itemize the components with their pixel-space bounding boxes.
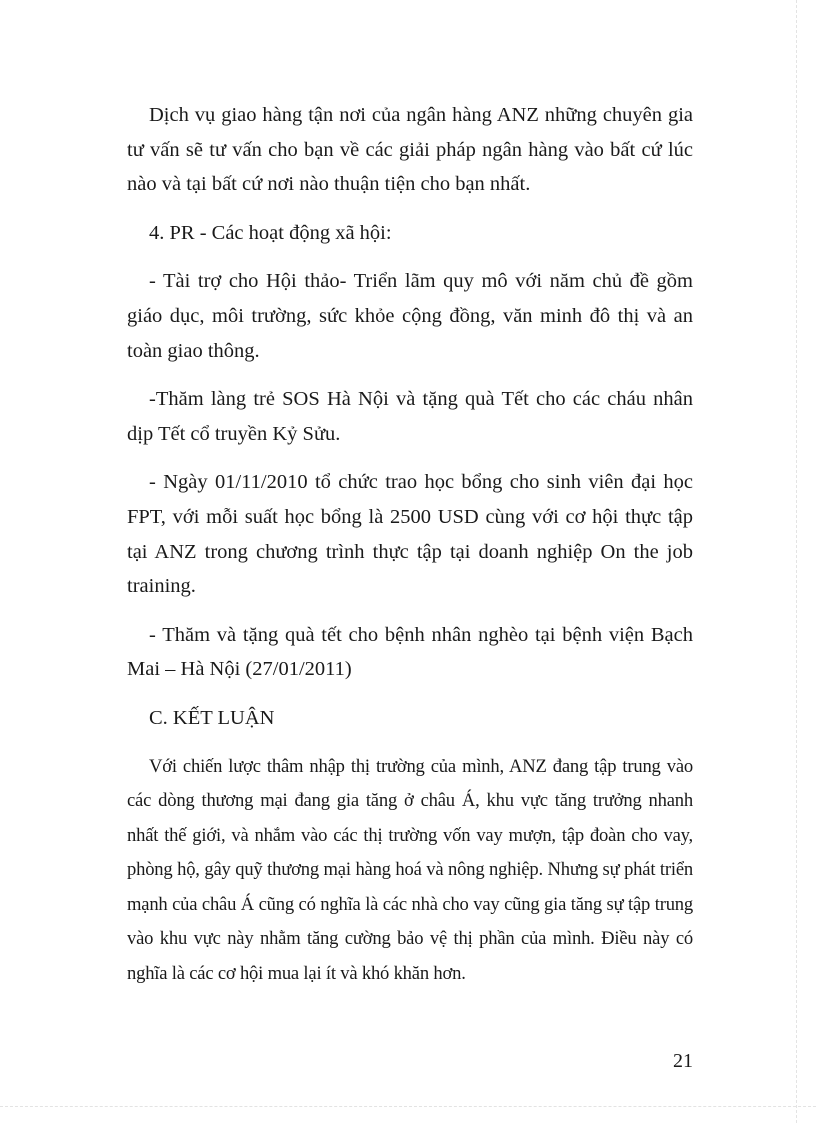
- page-content: [127, 98, 693, 992]
- page-edge-bottom: [0, 1106, 816, 1107]
- paragraph-scholarship: - Ngày 01/11/2010 tổ chức trao học bổng cho sinh viên đại học FPT, với mỗi suất học bổng là 2500 USD cùng với cơ hội thực tập tại ANZ trong chương trình thực tập tại doanh nghiệp On the job training.: [127, 471, 693, 598]
- section-heading-pr: 4. PR - Các hoạt động xã hội:: [149, 221, 392, 244]
- paragraph-delivery-service: Dịch vụ giao hàng tận nơi của ngân hàng ANZ những chuyên gia tư vấn sẽ tư vấn cho bạn về các giải pháp ngân hàng vào bất cứ lúc nào và tại bất cứ nơi nào thuận tiện cho bạn nhất.: [127, 104, 693, 196]
- page-number: 21: [673, 1050, 693, 1072]
- conclusion-body: Với chiến lược thâm nhập thị trường của mình, ANZ đang tập trung vào các dòng thương mại đang gia tăng ở châu Á, khu vực tăng trưởng nhanh nhất thế giới, và nhắm vào các thị trường vốn vay mượn, tập đoàn cho vay, phòng hộ, gây quỹ thương mại hàng hoá và nông nghiệp. Nhưng sự phát triển mạnh của châu Á cũng có nghĩa là các nhà cho vay cũng gia tăng sự tập trung vào khu vực này nhằm tăng cường bảo vệ thị phần của mình. Điều này có nghĩa là các cơ hội mua lại ít và khó khăn hơn.: [127, 755, 693, 985]
- paragraph-sponsorship: - Tài trợ cho Hội thảo- Triển lãm quy mô với năm chủ đề gồm giáo dục, môi trường, sức khỏe cộng đồng, văn minh đô thị và an toàn giao thông.: [127, 270, 693, 362]
- conclusion-heading: C. KẾT LUẬN: [149, 706, 275, 729]
- page-edge-right: [796, 0, 797, 1123]
- conclusion-section: [127, 750, 693, 992]
- paragraph-sos-visit: -Thăm làng trẻ SOS Hà Nội và tặng quà Tết cho các cháu nhân dịp Tết cổ truyền Kỷ Sửu.: [127, 388, 693, 445]
- paragraph-bach-mai-visit: - Thăm và tặng quà tết cho bệnh nhân nghèo tại bệnh viện Bạch Mai – Hà Nội (27/01/2011): [127, 623, 693, 681]
